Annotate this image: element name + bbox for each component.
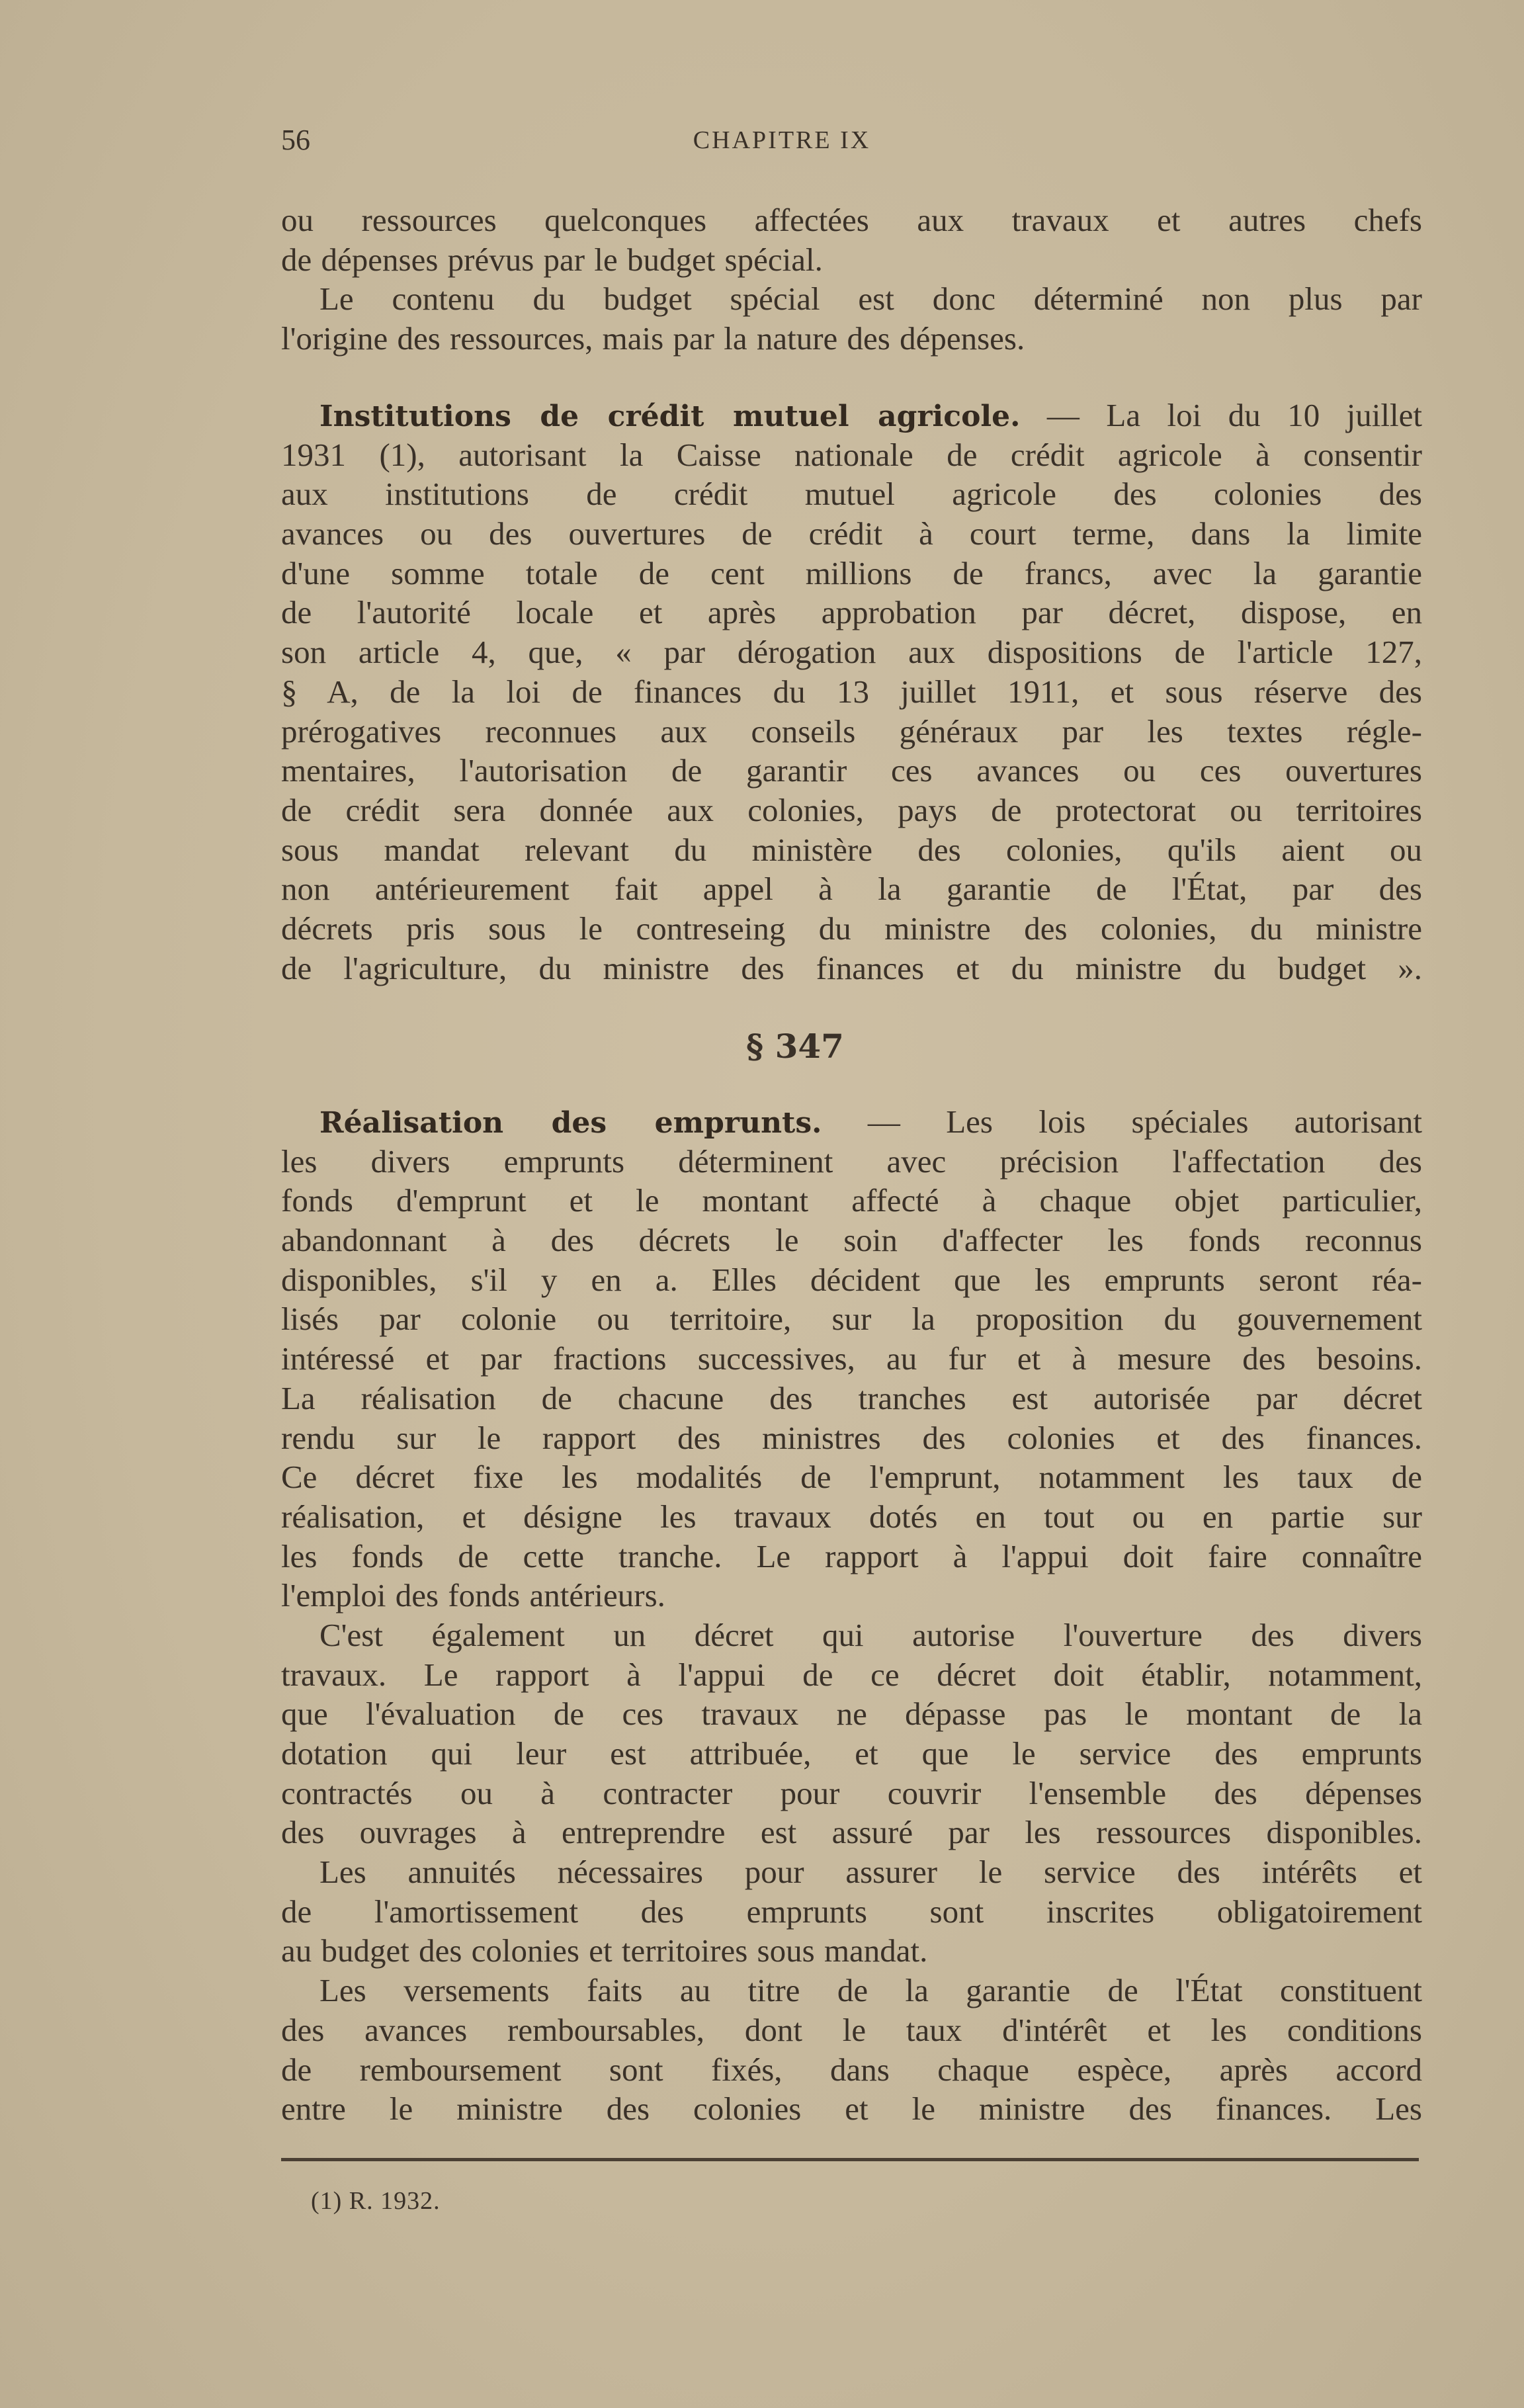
text-line bbox=[281, 554, 1422, 593]
line-text: Le contenu du budget spécial est donc déterminé non plus par bbox=[319, 280, 1422, 318]
text-line bbox=[281, 319, 1422, 359]
text-line bbox=[281, 1497, 1422, 1537]
text-line bbox=[281, 1379, 1422, 1418]
line-text: fonds d'emprunt et le montant affecté à chaque objet particulier, bbox=[281, 1182, 1422, 1219]
text-line bbox=[281, 1142, 1422, 1182]
text-line bbox=[281, 1892, 1422, 1932]
line-text: sous mandat relevant du ministère des colonies, qu'ils aient ou bbox=[281, 831, 1422, 868]
text-line bbox=[281, 1615, 1422, 1655]
line-text: dotation qui leur est attribuée, et que le service des emprunts bbox=[281, 1735, 1422, 1772]
paragraph-block-credit-mutuel bbox=[281, 396, 1422, 988]
line-text: son article 4, que, « par dérogation aux dispositions de l'article 127, bbox=[281, 634, 1422, 671]
line-text: Ce décret fixe les modalités de l'emprunt, notamment les taux de bbox=[281, 1459, 1422, 1496]
line-text: aux institutions de crédit mutuel agricole des colonies des bbox=[281, 476, 1422, 513]
text-line bbox=[281, 712, 1422, 752]
text-line bbox=[281, 1418, 1422, 1458]
line-text: Les versements faits au titre de la garantie de l'État constituent bbox=[319, 1972, 1422, 2009]
line-text: rendu sur le rapport des ministres des colonies et des finances. bbox=[281, 1419, 1422, 1456]
text-line bbox=[281, 1457, 1422, 1497]
line-text: que l'évaluation de ces travaux ne dépasse pas le montant de la bbox=[281, 1696, 1422, 1733]
text-line bbox=[281, 672, 1422, 712]
line-text: avances ou des ouvertures de crédit à court terme, dans la limite bbox=[281, 515, 1422, 552]
text-line bbox=[281, 2050, 1422, 2090]
text-line bbox=[281, 1339, 1422, 1379]
text-line bbox=[281, 1813, 1422, 1852]
line-text: décrets pris sous le contreseing du ministre des colonies, du ministre bbox=[281, 910, 1422, 947]
line-text: prérogatives reconnues aux conseils généraux par les textes régle- bbox=[281, 712, 1422, 750]
text-line bbox=[281, 1694, 1422, 1734]
line-text: La réalisation de chacune des tranches est autorisée par décret bbox=[281, 1379, 1422, 1416]
text-line bbox=[281, 830, 1422, 870]
text-line bbox=[281, 2010, 1422, 2050]
line-text: les fonds de cette tranche. Le rapport à l'appui doit faire connaître bbox=[281, 1537, 1422, 1574]
line-text: disponibles, s'il y en a. Elles décident que les emprunts seront réa- bbox=[281, 1261, 1422, 1298]
line-text: intéressé et par fractions successives, au fur et à mesure des besoins. bbox=[281, 1340, 1422, 1377]
line-text: de l'autorité locale et après approbation par décret, dispose, en bbox=[281, 594, 1422, 631]
text-line bbox=[281, 396, 1422, 435]
line-text: l'origine des ressources, mais par la nature des dépenses. bbox=[281, 320, 1025, 357]
text-line bbox=[281, 1102, 1422, 1142]
line-text: lisés par colonie ou territoire, sur la proposition du gouvernement bbox=[281, 1301, 1422, 1338]
text-line bbox=[281, 1260, 1422, 1300]
text-line bbox=[281, 1221, 1422, 1260]
text-line bbox=[281, 1931, 1422, 1971]
line-text: de crédit sera donnée aux colonies, pays de protectorat ou territoires bbox=[281, 791, 1422, 828]
text-line bbox=[281, 2089, 1422, 2129]
text-line bbox=[281, 593, 1422, 632]
line-text: Les annuités nécessaires pour assurer le service des intérêts et bbox=[319, 1854, 1422, 1891]
section-heading: Réalisation des emprunts. bbox=[319, 1106, 822, 1140]
paragraph-block-intro bbox=[281, 200, 1422, 359]
text-line bbox=[281, 514, 1422, 554]
paragraph-block-emprunts bbox=[281, 1102, 1422, 2129]
page-number: 56 bbox=[281, 124, 310, 156]
line-text: de dépenses prévus par le budget spécial. bbox=[281, 241, 823, 278]
line-text: d'une somme totale de cent millions de francs, avec la garantie bbox=[281, 554, 1422, 591]
text-line bbox=[281, 200, 1422, 240]
section-heading: Institutions de crédit mutuel agricole. bbox=[319, 400, 1021, 433]
text-line bbox=[281, 474, 1422, 514]
line-text: mentaires, l'autorisation de garantir ces avances ou ces ouvertures bbox=[281, 752, 1422, 789]
text-line bbox=[281, 632, 1422, 672]
text-line bbox=[281, 791, 1422, 830]
line-text: travaux. Le rapport à l'appui de ce décret doit établir, notamment, bbox=[281, 1656, 1422, 1693]
section-number: § 347 bbox=[746, 1027, 844, 1066]
line-text: au budget des colonies et territoires sous mandat. bbox=[281, 1932, 928, 1969]
text-line bbox=[281, 949, 1422, 988]
text-line bbox=[281, 1181, 1422, 1221]
footnote-divider bbox=[281, 2158, 1419, 2161]
line-text: des avances remboursables, dont le taux d'intérêt et les conditions bbox=[281, 2011, 1422, 2048]
line-text: entre le ministre des colonies et le ministre des finances. Les bbox=[281, 2090, 1422, 2128]
line-text: des ouvrages à entreprendre est assuré par les ressources disponibles. bbox=[281, 1814, 1422, 1851]
running-title: CHAPITRE IX bbox=[693, 126, 871, 154]
line-text: de l'agriculture, du ministre des finances et du ministre du budget ». bbox=[281, 949, 1422, 986]
text-line bbox=[281, 240, 1422, 280]
line-text: § A, de la loi de finances du 13 juillet 1911, et sous réserve des bbox=[281, 673, 1422, 710]
text-line bbox=[281, 1734, 1422, 1774]
text-line bbox=[281, 751, 1422, 791]
line-text: — La loi du 10 juillet bbox=[1020, 397, 1422, 433]
line-text: — Les lois spéciales autorisant bbox=[822, 1103, 1422, 1140]
text-line bbox=[281, 1971, 1422, 2010]
line-text: l'emploi des fonds antérieurs. bbox=[281, 1577, 665, 1614]
line-text: 1931 (1), autorisant la Caisse nationale de crédit agricole à consentir bbox=[281, 436, 1422, 473]
text-line bbox=[281, 909, 1422, 949]
line-text: réalisation, et désigne les travaux dotés en tout ou en partie sur bbox=[281, 1498, 1422, 1535]
footnote: (1) R. 1932. bbox=[311, 2187, 441, 2215]
text-line bbox=[281, 1655, 1422, 1695]
text-line bbox=[281, 279, 1422, 319]
text-line bbox=[281, 1852, 1422, 1892]
line-text: de remboursement sont fixés, dans chaque espèce, après accord bbox=[281, 2051, 1422, 2088]
text-line bbox=[281, 869, 1422, 909]
line-text: abandonnant à des décrets le soin d'affecter les fonds reconnus bbox=[281, 1222, 1422, 1259]
line-text: les divers emprunts déterminent avec précision l'affectation des bbox=[281, 1142, 1422, 1180]
text-line bbox=[281, 435, 1422, 475]
line-text: contractés ou à contracter pour couvrir l'ensemble des dépenses bbox=[281, 1774, 1422, 1811]
line-text: C'est également un décret qui autorise l'ouverture des divers bbox=[319, 1616, 1422, 1653]
text-line bbox=[281, 1537, 1422, 1576]
text-line bbox=[281, 1299, 1422, 1339]
line-text: non antérieurement fait appel à la garantie de l'État, par des bbox=[281, 871, 1422, 908]
text-line bbox=[281, 1774, 1422, 1813]
text-line bbox=[281, 1576, 1422, 1615]
line-text: de l'amortissement des emprunts sont inscrites obligatoirement bbox=[281, 1893, 1422, 1930]
line-text: ou ressources quelconques affectées aux travaux et autres chefs bbox=[281, 202, 1422, 238]
